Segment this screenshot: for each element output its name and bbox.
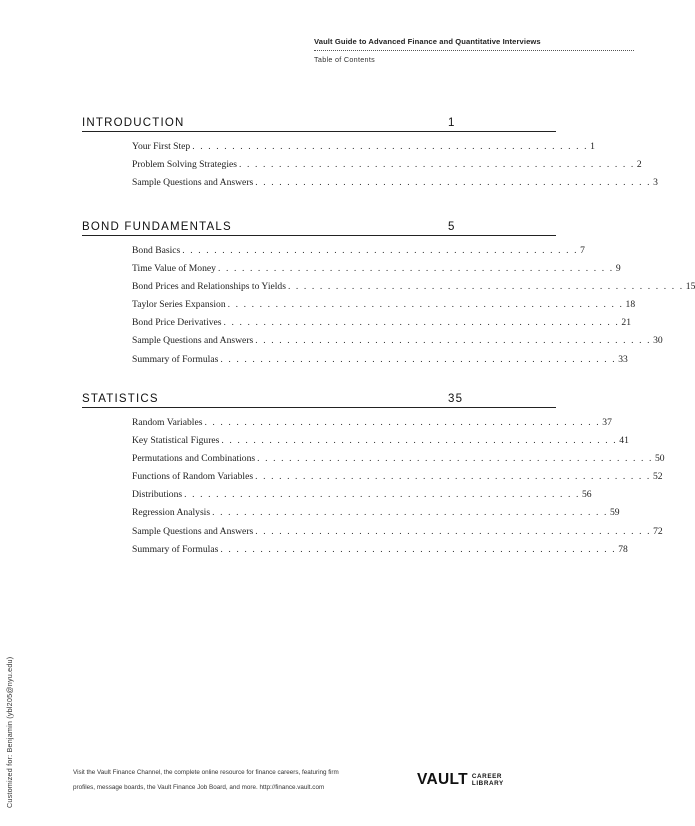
toc-entry[interactable]: [132, 141, 595, 159]
toc-entry-label: Summary of Formulas: [132, 543, 219, 555]
toc-entry-label: Bond Basics: [132, 245, 181, 256]
dot-leader: . . . . . . . . . . . . . . . . . . . . . . . . . . . . . . . . . . . . . . . . . . . . . . . . . .: [255, 525, 652, 537]
page-header: [314, 37, 634, 64]
footer-text: [73, 766, 423, 795]
toc-entry-page: 1: [590, 141, 595, 152]
toc-entry-list: [132, 141, 658, 195]
toc-entry-page: 18: [625, 299, 636, 311]
toc-entry[interactable]: [132, 471, 663, 489]
toc-entry-label: Sample Questions and Answers: [132, 525, 254, 537]
toc-entry-page: 2: [636, 159, 642, 171]
logo-line-1: CAREER: [471, 773, 503, 780]
toc-entry-label: Permutations and Combinations: [132, 453, 256, 465]
dot-leader: . . . . . . . . . . . . . . . . . . . . . . . . . . . . . . . . . . . . . . . . . . . . . . . . . .: [212, 507, 608, 519]
toc-entry-page: 41: [619, 435, 629, 447]
toc-entry[interactable]: [132, 245, 585, 263]
toc-entry-page: 33: [618, 353, 628, 365]
section-page-number: 35: [448, 393, 464, 405]
toc-entry-page: 21: [621, 317, 631, 329]
dot-leader: . . . . . . . . . . . . . . . . . . . . . . . . . . . . . . . . . . . . . . . . . . . . . . . . . .: [287, 281, 684, 293]
dot-leader: . . . . . . . . . . . . . . . . . . . . . . . . . . . . . . . . . . . . . . . . . . . . . . . . . .: [220, 353, 617, 365]
toc-entry[interactable]: [132, 489, 592, 507]
toc-entry[interactable]: [132, 335, 663, 353]
toc-entry[interactable]: [132, 353, 628, 372]
toc-entry-page: 15: [685, 281, 695, 293]
toc-entry[interactable]: [132, 281, 695, 299]
dot-leader: . . . . . . . . . . . . . . . . . . . . . . . . . . . . . . . . . . . . . . . . . . . . . . . . . .: [227, 299, 624, 311]
vault-career-library-logo: [417, 771, 504, 789]
dot-leader: . . . . . . . . . . . . . . . . . . . . . . . . . . . . . . . . . . . . . . . . . . . . . . . . . .: [184, 489, 580, 501]
logo-wordmark: VAULT: [417, 771, 468, 789]
toc-entry-label: Taylor Series Expansion: [132, 299, 226, 311]
page-subtitle: Table of Contents: [314, 55, 376, 64]
toc-entry[interactable]: [132, 453, 665, 471]
dot-leader: . . . . . . . . . . . . . . . . . . . . . . . . . . . . . . . . . . . . . . . . . . . . . . . . . .: [255, 471, 651, 483]
dot-leader: . . . . . . . . . . . . . . . . . . . . . . . . . . . . . . . . . . . . . . . . . . . . . . . . . .: [221, 435, 618, 447]
toc-entry-label: Summary of Formulas: [132, 353, 219, 365]
toc-entry-page: 37: [602, 417, 612, 428]
toc-entry-page: 7: [580, 245, 585, 256]
toc-entry-page: 52: [652, 471, 663, 483]
toc-entry[interactable]: [132, 417, 612, 435]
toc-section: [82, 393, 665, 562]
dot-leader: . . . . . . . . . . . . . . . . . . . . . . . . . . . . . . . . . . . . . . . . . . . . . . . . . .: [220, 543, 617, 555]
toc-entry-label: Bond Price Derivatives: [132, 317, 222, 329]
customized-for-note: Customized for: Benjamin (ybl205@nyu.edu): [5, 656, 14, 808]
toc-entry[interactable]: [132, 299, 636, 317]
toc-entry[interactable]: [132, 543, 628, 562]
section-heading: [82, 117, 556, 132]
toc-entry[interactable]: [132, 317, 631, 335]
toc-entry[interactable]: [132, 263, 621, 281]
dot-leader: . . . . . . . . . . . . . . . . . . . . . . . . . . . . . . . . . . . . . . . . . . . . . . . . . .: [223, 317, 620, 329]
toc-entry-page: 72: [653, 525, 663, 537]
toc-entry-label: Problem Solving Strategies: [132, 159, 237, 171]
section-page-number: 5: [448, 221, 456, 233]
toc-entry[interactable]: [132, 159, 642, 177]
toc-entry-list: [132, 417, 665, 562]
dot-leader: . . . . . . . . . . . . . . . . . . . . . . . . . . . . . . . . . . . . . . . . . . . . . . . . . .: [255, 335, 652, 347]
toc-entry-page: 9: [615, 263, 621, 275]
dot-leader: . . . . . . . . . . . . . . . . . . . . . . . . . . . . . . . . . . . . . . . . . . . . . . . . . .: [239, 159, 635, 171]
dot-leader: . . . . . . . . . . . . . . . . . . . . . . . . . . . . . . . . . . . . . . . . . . . . . . . . . .: [255, 177, 652, 189]
dot-leader: . . . . . . . . . . . . . . . . . . . . . . . . . . . . . . . . . . . . . . . . . . . . . . . . . .: [257, 453, 653, 465]
section-page-number: 1: [448, 117, 456, 129]
footer-line-2: profiles, message boards, the Vault Finance Job Board, and more. http://finance.vault.com: [73, 783, 325, 791]
toc-entry-list: [132, 245, 695, 372]
toc-entry-label: Time Value of Money: [132, 263, 216, 275]
toc-entry-label: Functions of Random Variables: [132, 471, 254, 483]
toc-section: [82, 117, 658, 195]
toc-entry[interactable]: [132, 507, 620, 525]
logo-subtext: [472, 773, 504, 787]
dot-leader: . . . . . . . . . . . . . . . . . . . . . . . . . . . . . . . . . . . . . . . . . . . . . . . . . .: [204, 417, 601, 428]
logo-line-2: LIBRARY: [471, 780, 504, 787]
toc-entry-label: Bond Prices and Relationships to Yields: [132, 281, 286, 293]
section-heading: [82, 221, 556, 236]
toc-entry-page: 78: [618, 543, 628, 555]
dot-leader: . . . . . . . . . . . . . . . . . . . . . . . . . . . . . . . . . . . . . . . . . . . . . . . . . .: [192, 141, 589, 152]
toc-entry[interactable]: [132, 177, 658, 195]
section-heading: [82, 393, 556, 408]
toc-entry-label: Your First Step: [132, 141, 191, 152]
book-title: Vault Guide to Advanced Finance and Quantitative Interviews: [314, 37, 634, 51]
dot-leader: . . . . . . . . . . . . . . . . . . . . . . . . . . . . . . . . . . . . . . . . . . . . . . . . . .: [182, 245, 579, 256]
section-title: INTRODUCTION: [82, 117, 185, 129]
toc-section: [82, 221, 695, 372]
dot-leader: . . . . . . . . . . . . . . . . . . . . . . . . . . . . . . . . . . . . . . . . . . . . . . . . . .: [217, 263, 614, 275]
toc-entry-page: 59: [609, 507, 620, 519]
toc-entry-page: 30: [653, 335, 663, 347]
toc-entry-page: 50: [654, 453, 665, 465]
toc-entry-label: Key Statistical Figures: [132, 435, 220, 447]
toc-entry-label: Regression Analysis: [132, 507, 211, 519]
toc-entry[interactable]: [132, 435, 629, 453]
toc-entry-label: Sample Questions and Answers: [132, 177, 254, 189]
footer-line-1: Visit the Vault Finance Channel, the complete online resource for finance careers, featuring firm: [73, 769, 339, 776]
section-title: STATISTICS: [82, 393, 159, 405]
toc-entry-page: 56: [581, 489, 592, 501]
toc-entry-label: Sample Questions and Answers: [132, 335, 254, 347]
toc-entry[interactable]: [132, 525, 663, 544]
section-title: BOND FUNDAMENTALS: [82, 221, 232, 233]
toc-entry-label: Distributions: [132, 489, 183, 501]
toc-entry-page: 3: [653, 177, 658, 189]
toc-entry-label: Random Variables: [132, 417, 203, 428]
